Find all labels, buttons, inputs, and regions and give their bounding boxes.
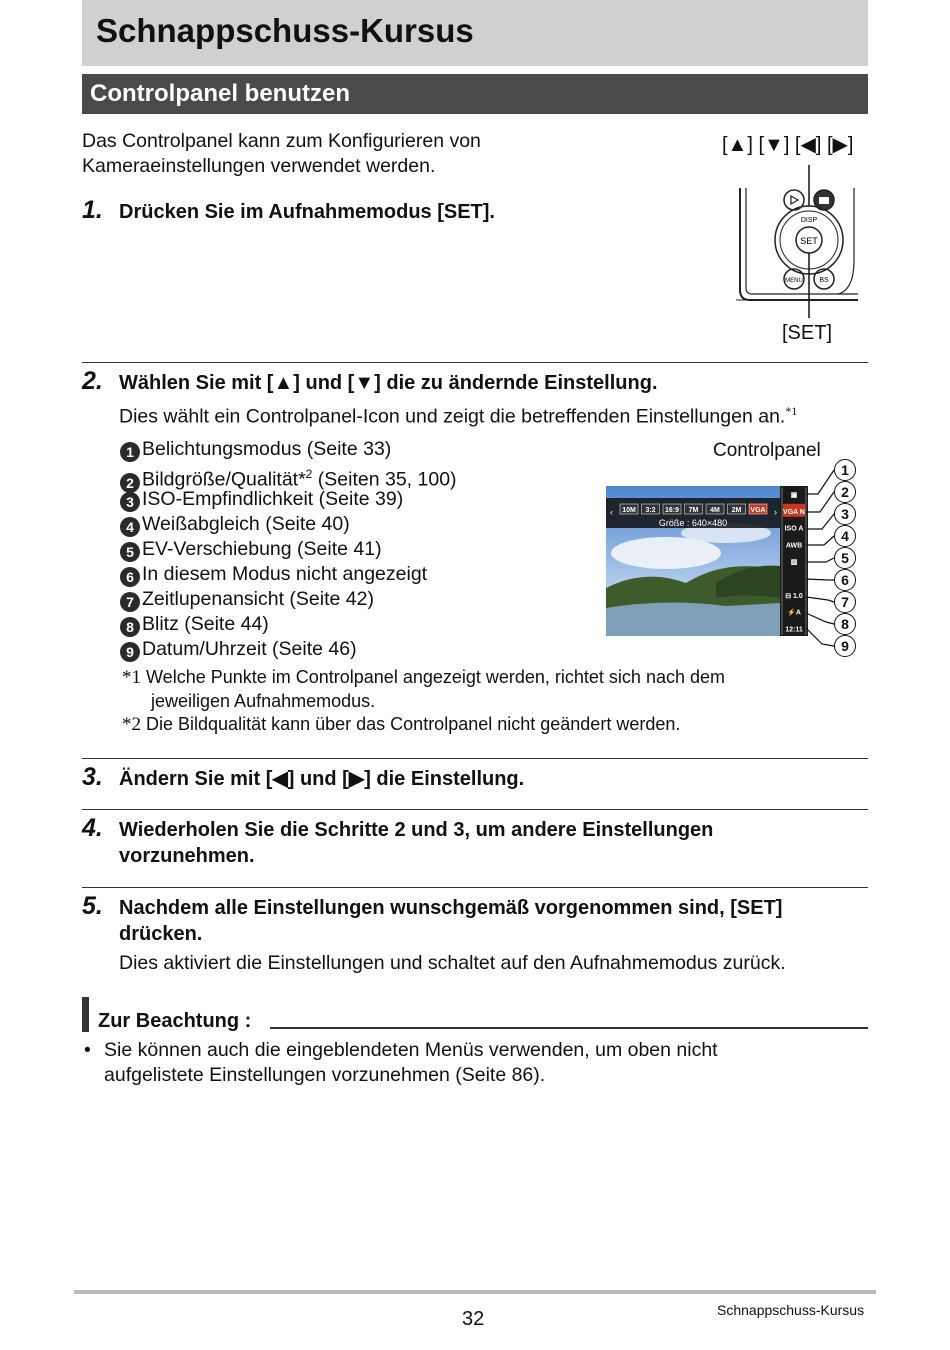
step-3-text: Ändern Sie mit [◀] und [▶] die Einstellung.: [119, 768, 525, 790]
divider: [82, 362, 868, 363]
panel-icon-cell: [783, 571, 805, 584]
page-number: 32: [462, 1308, 485, 1330]
svg-text:BS: BS: [819, 277, 829, 284]
legend-item: [120, 512, 457, 537]
step-3-number: 3.: [82, 763, 103, 791]
set-button-label: [SET]: [782, 322, 833, 344]
step-2-description-text: Dies wählt ein Controlpanel-Icon und zeigt die betreffenden Einstellungen an.: [119, 405, 786, 428]
step-1-number: 1.: [82, 196, 103, 224]
intro-line-1: Das Controlpanel kann zum Konfigurieren von: [82, 130, 481, 152]
footer-rule: [74, 1290, 876, 1294]
legend-item: [120, 637, 457, 662]
number-badge: 4: [120, 517, 140, 537]
size-option-label: 10M: [622, 507, 636, 514]
panel-icon: VGA N: [783, 508, 805, 516]
size-option-label: VGA: [750, 507, 766, 514]
camera-back-illustration: [730, 160, 865, 320]
legend-text: Bildgröße/Qualität*: [142, 468, 306, 491]
divider: [82, 758, 868, 759]
panel-icon: ISO A: [784, 525, 804, 533]
step-4-text-line-2: vorzunehmen.: [119, 845, 255, 867]
footnote-ref-1: *1: [785, 404, 798, 418]
legend-text: Zeitlupenansicht (Seite 42): [142, 588, 374, 610]
chapter-title-bar: [82, 0, 868, 66]
legend-text: Blitz (Seite 44): [142, 613, 269, 635]
number-badge: 9: [120, 642, 140, 662]
divider: [82, 809, 868, 810]
footnote-1-line-2: jeweiligen Aufnahmemodus.: [151, 691, 376, 711]
footnote-2: [122, 713, 680, 736]
panel-icon: 12:11: [785, 626, 803, 634]
callout-badge: 2: [834, 481, 856, 503]
panel-icon: ▨: [790, 559, 798, 567]
number-badge: 8: [120, 617, 140, 637]
legend-list: [120, 437, 457, 662]
panel-icon: ▣: [790, 492, 798, 499]
step-5-number: 5.: [82, 892, 103, 920]
callout-badge: 7: [834, 591, 856, 613]
legend-text-pages: (Seiten 35, 100): [312, 468, 457, 491]
callout-badge: 4: [834, 525, 856, 547]
panel-icon: AWB: [785, 542, 803, 550]
footnote-2-mark: *2: [122, 714, 141, 735]
size-option-label: 16:9: [664, 507, 680, 514]
legend-item: [120, 587, 457, 612]
legend-text: Weißabgleich (Seite 40): [142, 513, 350, 535]
callout-badge: 8: [834, 613, 856, 635]
step-5-text-line-2: drücken.: [119, 923, 203, 945]
svg-text:SET: SET: [800, 236, 818, 246]
size-option-label: 2M: [731, 507, 742, 514]
step-2-text: Wählen Sie mit [▲] und [▼] die zu ändernde Einstellung.: [119, 372, 658, 394]
footnote-ref-2: 2: [305, 467, 313, 481]
step-2-description: [119, 399, 797, 430]
controlpanel-label: Controlpanel: [713, 440, 821, 461]
step-5-text-line-1: Nachdem alle Einstellungen wunschgemäß vorgenommen sind, [SET]: [119, 897, 783, 919]
footnote-1-line-1: Welche Punkte im Controlpanel angezeigt werden, richtet sich nach dem: [146, 667, 725, 687]
step-5-description: Dies aktiviert die Einstellungen und schaltet auf den Aufnahmemodus zurück.: [119, 952, 786, 974]
callout-badge: 3: [834, 503, 856, 525]
number-badge: 6: [120, 567, 140, 587]
number-badge: 5: [120, 542, 140, 562]
number-badge: 3: [120, 492, 140, 512]
size-option-label: 3:2: [645, 507, 656, 514]
number-badge: 7: [120, 592, 140, 612]
size-option-label: 4M: [710, 507, 720, 514]
legend-text: In diesem Modus nicht angezeigt: [142, 563, 428, 585]
intro-line-2: Kameraeinstellungen verwendet werden.: [82, 155, 436, 177]
lcd-screen-illustration: [606, 458, 866, 663]
running-title: Schnappschuss-Kursus: [717, 1302, 865, 1318]
note-line-1: Sie können auch die eingeblendeten Menüs verwenden, um oben nicht: [104, 1039, 718, 1061]
legend-text: EV-Verschiebung (Seite 41): [142, 538, 382, 560]
panel-icon: ⚡A: [787, 609, 801, 617]
divider: [82, 887, 868, 888]
number-badge: 1: [120, 442, 140, 462]
footnote-1: [122, 666, 725, 689]
svg-text:‹: ‹: [610, 507, 613, 517]
step-4-text-line-1: Wiederholen Sie die Schritte 2 und 3, um andere Einstellungen: [119, 819, 714, 841]
callout-badge: 1: [834, 459, 856, 481]
section-title-bar: [82, 74, 868, 114]
size-option-label: 7M: [688, 507, 699, 514]
number-badge: 2: [120, 473, 140, 493]
step-1-text: Drücken Sie im Aufnahmemodus [SET].: [119, 201, 495, 223]
legend-text: Belichtungsmodus (Seite 33): [142, 438, 392, 460]
legend-item: [120, 437, 457, 462]
section-title: Controlpanel benutzen: [90, 80, 350, 107]
panel-icon: ⊟ 1.0: [785, 592, 803, 600]
legend-text: Datum/Uhrzeit (Seite 46): [142, 638, 357, 660]
callout-badge: 6: [834, 569, 856, 591]
direction-buttons-label: [▲] [▼] [◀] [▶]: [722, 134, 854, 156]
step-4-number: 4.: [82, 814, 103, 842]
size-readout: Größe : 640×480: [658, 518, 728, 528]
legend-item: [120, 562, 457, 587]
callout-badge: 9: [834, 635, 856, 657]
note-bullet: •: [84, 1039, 91, 1061]
legend-item: [120, 612, 457, 637]
svg-text:›: ›: [774, 507, 777, 517]
note-title-rule: [270, 1027, 868, 1029]
note-title: Zur Beachtung :: [98, 1010, 252, 1032]
footnote-2-line-1: Die Bildqualität kann über das Controlpanel nicht geändert werden.: [146, 714, 681, 734]
note-marker-bar: [82, 997, 89, 1032]
svg-text:DISP: DISP: [800, 217, 818, 224]
chapter-title: Schnappschuss-Kursus: [96, 12, 474, 49]
footnote-1-mark: *1: [122, 667, 141, 688]
legend-item: [120, 462, 457, 491]
svg-text:MENU: MENU: [785, 278, 803, 284]
legend-item: [120, 537, 457, 562]
note-line-2: aufgelistete Einstellungen vorzunehmen (Seite 86).: [104, 1064, 546, 1086]
callout-badge: 5: [834, 547, 856, 569]
step-2-number: 2.: [82, 367, 103, 395]
legend-text: ISO-Empfindlichkeit (Seite 39): [142, 488, 404, 510]
